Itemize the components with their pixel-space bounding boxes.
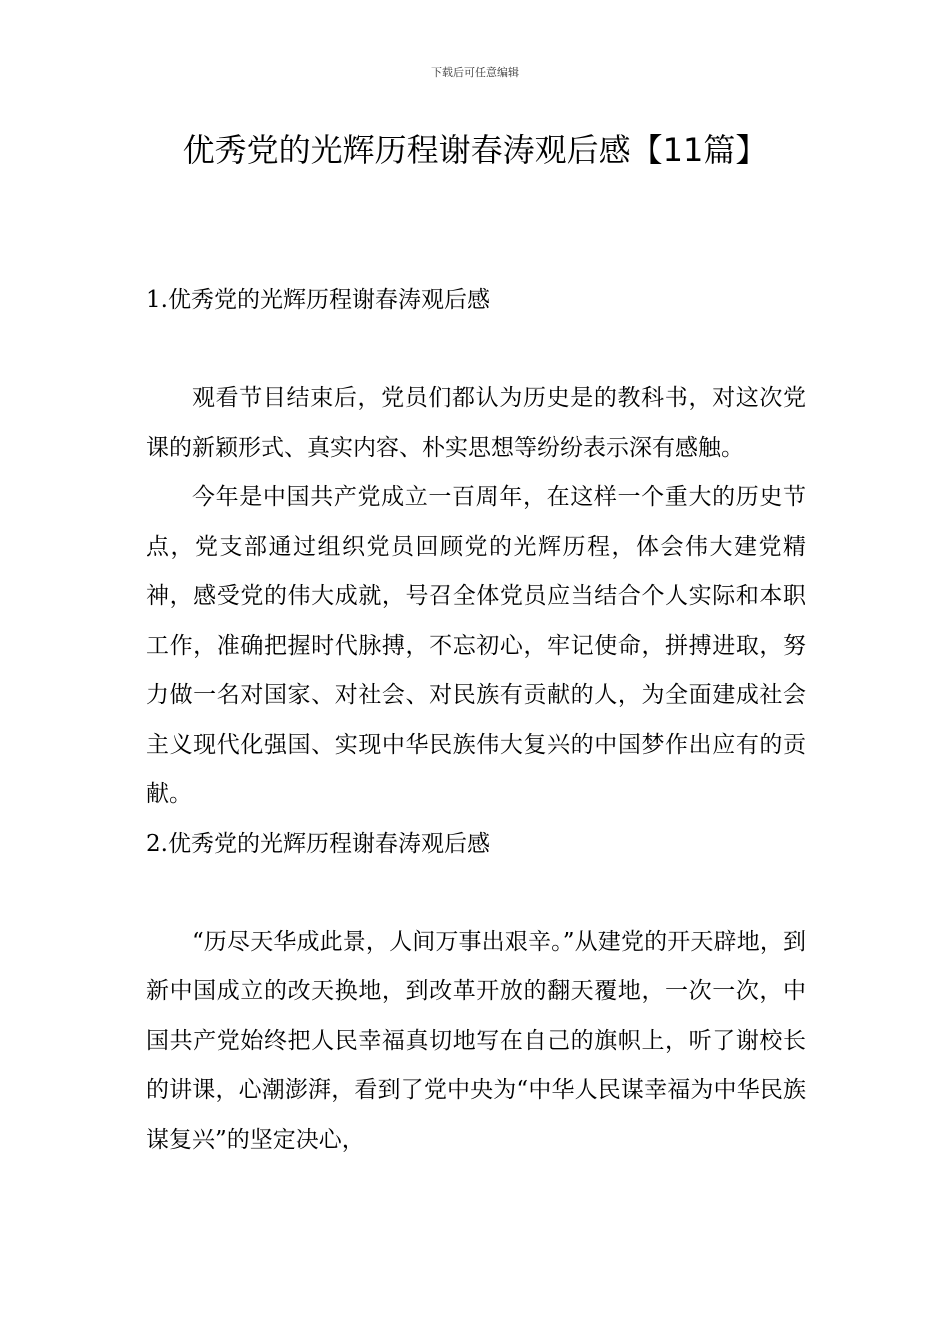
spacer	[146, 325, 806, 374]
spacer	[146, 869, 806, 918]
page-header-note: 下载后可任意编辑	[431, 66, 519, 79]
section-2-paragraph-1: “历尽天华成此景，人间万事出艰辛。”从建党的开天辟地，到新中国成立的改天换地，到改革开放的翻天覆地，一次一次，中国共产党始终把人民幸福真切地写在自己的旗帜上，听了谢校长的讲课，心潮澎湃，看到了党中央为“中华人民谋幸福为中华民族谋复兴”的坚定决心，	[146, 928, 806, 1153]
section-heading-1: 1.优秀党的光辉历程谢春涛观后感	[146, 287, 490, 313]
section-heading-2: 2.优秀党的光辉历程谢春涛观后感	[146, 830, 490, 857]
document-body	[146, 276, 806, 1165]
document-title: 优秀党的光辉历程谢春涛观后感【11篇】	[182, 131, 768, 169]
section-1-paragraph-2: 今年是中国共产党成立一百周年，在这样一个重大的历史节点，党支部通过组织党员回顾党的光辉历程，体会伟大建党精神，感受党的伟大成就，号召全体党员应当结合个人实际和本职工作，准确把握时代脉搏，不忘初心，牢记使命，拼搏进取，努力做一名对国家、对社会、对民族有贡献的人，为全面建成社会主义现代化强国、实现中华民族伟大复兴的中国梦作出应有的贡献。	[146, 484, 806, 807]
section-1-paragraph-1: 观看节目结束后，党员们都认为历史是的教科书，对这次党课的新颖形式、真实内容、朴实思想等纷纷表示深有感触。	[146, 385, 806, 461]
